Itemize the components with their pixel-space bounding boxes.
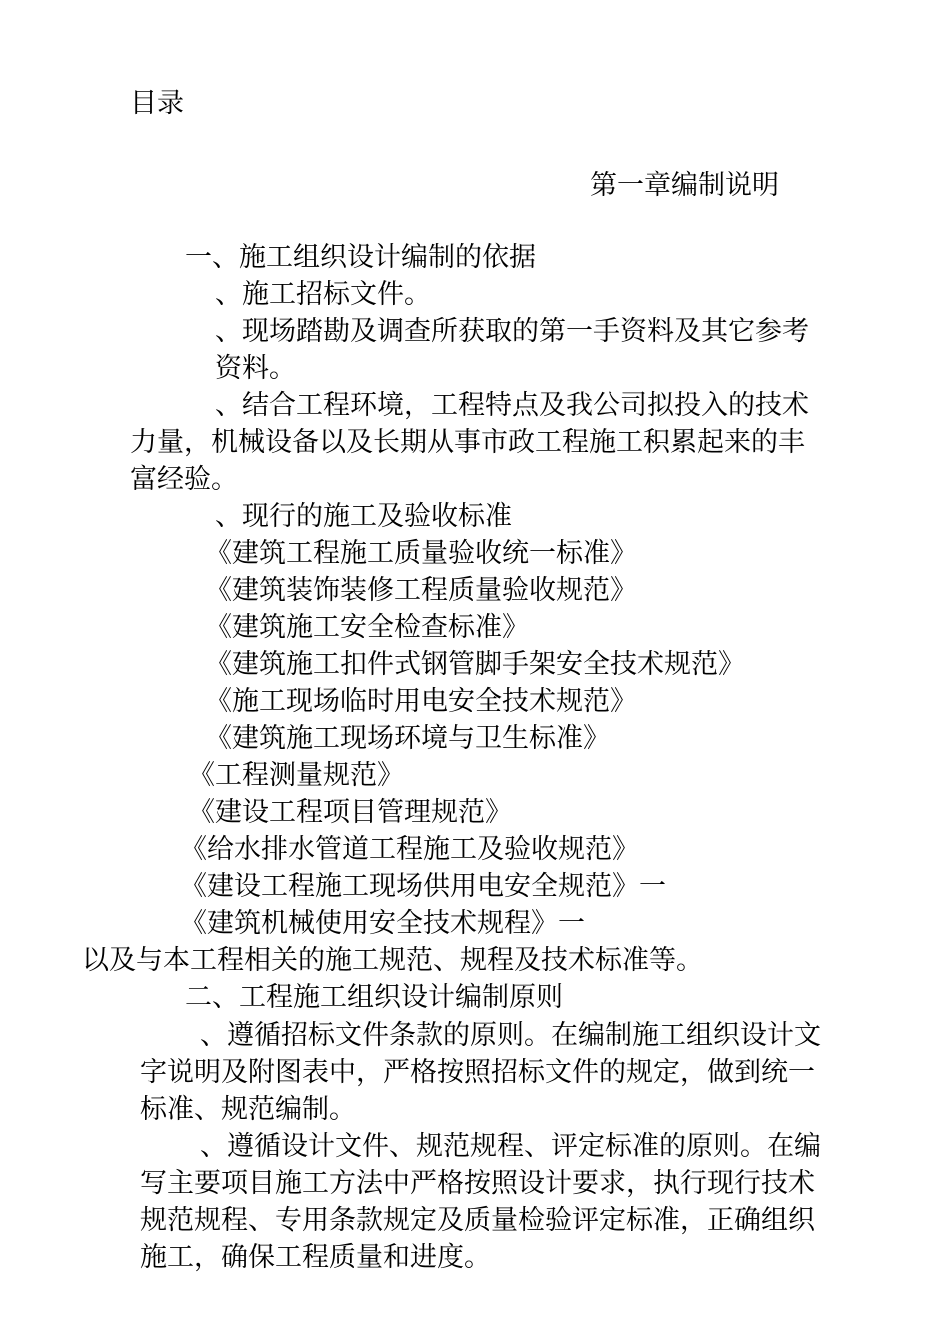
body-line: 资料。 (215, 353, 296, 384)
standard-item: 《工程测量规范》 (188, 760, 404, 791)
body-line: 、遵循设计文件、规范规程、评定标准的原则。在编 (200, 1131, 821, 1162)
standard-item: 《建设工程项目管理规范》 (188, 797, 512, 828)
body-line: 写主要项目施工方法中严格按照设计要求，执行现行技术 (140, 1168, 815, 1199)
standard-item: 《建筑机械使用安全技术规程》一 (180, 908, 585, 939)
standard-item: 《给水排水管道工程施工及验收规范》 (180, 834, 639, 865)
body-line: 规范规程、专用条款规定及质量检验评定标准，正确组织 (140, 1205, 815, 1236)
body-line: 字说明及附图表中，严格按照招标文件的规定，做到统一 (140, 1057, 815, 1088)
chapter-title: 第一章编制说明 (590, 170, 779, 201)
body-line: 、结合工程环境，工程特点及我公司拟投入的技术 (215, 390, 809, 421)
body-line: 富经验。 (130, 464, 238, 495)
body-line: 力量，机械设备以及长期从事市政工程施工积累起来的丰 (130, 427, 805, 458)
body-line: 、遵循招标文件条款的原则。在编制施工组织设计文 (200, 1020, 821, 1051)
standard-item: 《建筑施工扣件式钢管脚手架安全技术规范》 (205, 649, 745, 680)
standard-item: 《建筑施工现场环境与卫生标准》 (205, 723, 610, 754)
standard-item: 《建设工程施工现场供用电安全规范》一 (180, 871, 666, 902)
body-line: 标准、规范编制。 (140, 1094, 356, 1125)
body-line: 施工，确保工程质量和进度。 (140, 1242, 491, 1273)
body-line: 以及与本工程相关的施工规范、规程及技术标准等。 (82, 945, 703, 976)
toc-title: 目录 (130, 88, 184, 119)
standard-item: 《建筑施工安全检查标准》 (205, 612, 529, 643)
body-line: 、现行的施工及验收标准 (215, 501, 512, 532)
standard-item: 《建筑装饰装修工程质量验收规范》 (205, 575, 637, 606)
section-heading: 二、工程施工组织设计编制原则 (185, 982, 563, 1013)
standard-item: 《建筑工程施工质量验收统一标准》 (205, 538, 637, 569)
section-heading: 一、施工组织设计编制的依据 (185, 242, 536, 273)
standard-item: 《施工现场临时用电安全技术规范》 (205, 686, 637, 717)
body-line: 、施工招标文件。 (215, 279, 431, 310)
body-line: 、现场踏勘及调查所获取的第一手资料及其它参考 (215, 316, 809, 347)
